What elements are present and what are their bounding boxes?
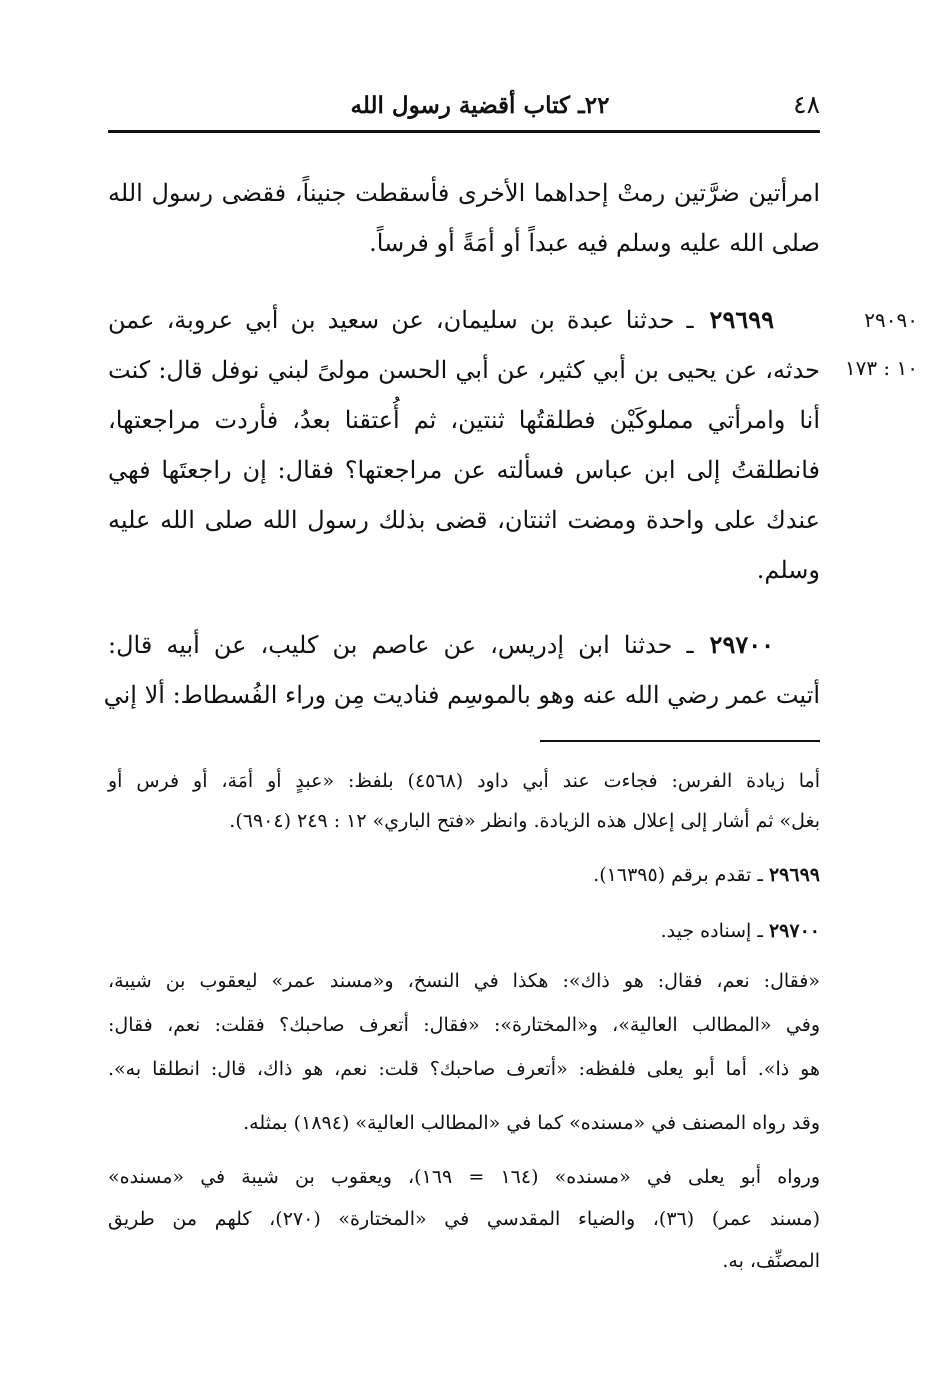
body-line-1: امرأتين ضرَّتين رمتْ إحداهما الأخرى فأسقطت جنيناً، فقضى رسول الله <box>108 179 820 207</box>
body-line: عندك على واحدة ومضت اثنتان، قضى بذلك رسول الله صلى الله عليه <box>108 506 820 534</box>
margin-ref-2: ١٠ : ١٧٣ <box>844 356 918 380</box>
body-line: حدثه، عن يحيى بن أبي كثير، عن أبي الحسن مولىً لبني نوفل قال: كنت <box>108 356 821 384</box>
footnote-line: بغل» ثم أشار إلى إعلال هذه الزيادة. وانظر «فتح الباري» ١٢ : ٢٤٩ (٦٩٠٤). <box>229 810 820 832</box>
chapter-title: ٢٢ـ كتاب أقضية رسول الله <box>350 92 610 119</box>
hadith-number: ٢٩٧٠٠ <box>709 630 774 659</box>
footnote-line: وقد رواه المصنف في «مسنده» كما في «المطالب العالية» (١٨٩٤) بمثله. <box>243 1112 820 1134</box>
hadith-text: ـ حدثنا عبدة بن سليمان، عن سعيد بن أبي عروبة، عمن <box>108 306 694 334</box>
body-line: أنا وامرأتي مملوكَيْن فطلقتُها ثنتين، ثم أُعتقنا بعدُ، فأردت مراجعتها، <box>108 406 821 434</box>
footnote-line: وفي «المطالب العالية»، و«المختارة»: «فقال: أتعرف صاحبك؟ فقلت: نعم، فقال: <box>108 1014 820 1036</box>
margin-ref-1: ٢٩٠٩٠ <box>864 308 918 332</box>
footnote-line: المصنِّف، به. <box>722 1250 820 1272</box>
footnote-number: ٢٩٧٠٠ <box>768 920 820 942</box>
hadith-number: ٢٩٦٩٩ <box>709 305 774 334</box>
footnote-29700 <box>108 918 820 944</box>
body-line: فانطلقتُ إلى ابن عباس فسألته عن مراجعتها؟ فقال: إن راجعتَها فهي <box>108 456 820 484</box>
footnote-divider <box>540 740 820 742</box>
footnote-number: ٢٩٦٩٩ <box>768 864 820 886</box>
footnote-line: (مسند عمر) (٣٦)، والضياء المقدسي في «المختارة» (٢٧٠)، كلهم من طريق <box>108 1208 820 1230</box>
footnote-line: ورواه أبو يعلى في «مسنده» (١٦٤ = ١٦٩)، ويعقوب بن شيبة في «مسنده» <box>108 1166 821 1188</box>
footnote-text: ـ تقدم برقم (١٦٣٩٥). <box>593 864 763 886</box>
body-line-2: صلى الله عليه وسلم فيه عبداً أو أمَةً أو فرساً. <box>369 229 820 257</box>
page-number: ٤٨ <box>793 90 820 119</box>
footnote-line: أما زيادة الفرس: فجاءت عند أبي داود (٤٥٦٨) بلفظ: «عبدٍ أو أمَة، أو فرس أو <box>108 770 820 792</box>
footnote-29699 <box>108 862 820 888</box>
body-line: أتيت عمر رضي الله عنه وهو بالموسِم فناديت مِن وراء الفُسطاط: ألا إني <box>103 681 820 709</box>
hadith-29700-first-line <box>108 630 820 660</box>
hadith-text: ـ حدثنا ابن إدريس، عن عاصم بن كليب، عن أبيه قال: <box>108 631 694 659</box>
footnote-line: «فقال: نعم، فقال: هو ذاك»: هكذا في النسخ، و«مسند عمر» ليعقوب بن شيبة، <box>108 970 820 992</box>
header-divider <box>108 130 820 133</box>
footnote-line: هو ذا». أما أبو يعلى فلفظه: «أتعرف صاحبك؟ قلت: نعم، هو ذاك، قال: انطلقا به». <box>108 1058 820 1080</box>
body-line: وسلم. <box>756 556 820 584</box>
footnote-text: ـ إسناده جيد. <box>660 920 763 942</box>
hadith-29699-first-line <box>108 305 820 335</box>
